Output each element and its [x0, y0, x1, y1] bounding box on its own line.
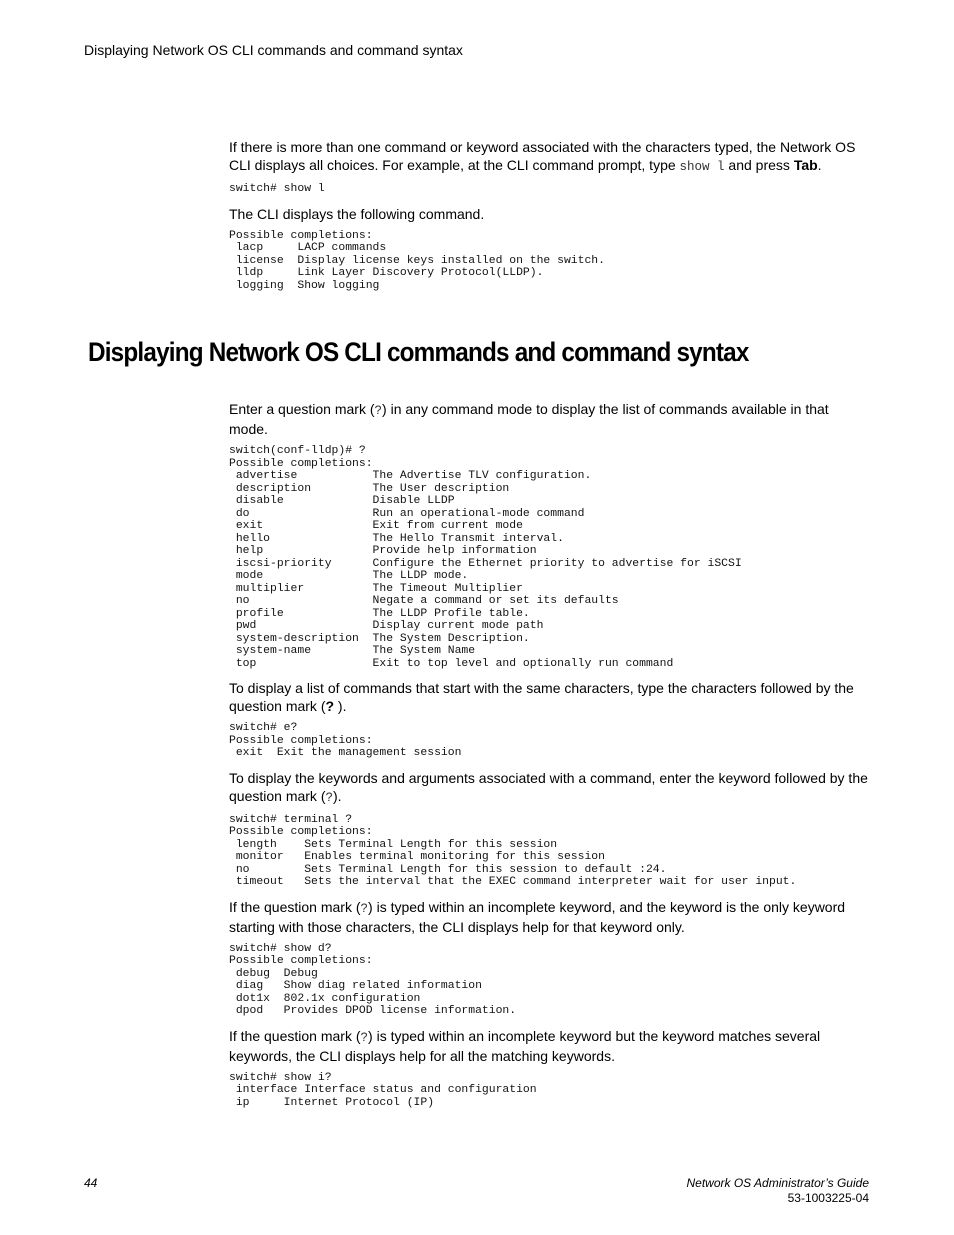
intro-text: If there is more than one command or keyword associated with the characters typed, the Network OS CLI displays all choices. For example, at the CLI command prompt, type — [229, 139, 856, 173]
code-example: Possible completions: lacp LACP commands license Display license keys installed on the switch. lldp Link Layer Discovery Protocol(LLDP). logging Show logging — [229, 229, 605, 292]
code-example: switch# show i? interface Interface status and configuration ip Internet Protocol (IP) — [229, 1071, 537, 1109]
para-text: ) is typed within an incomplete keyword, and the keyword is the only keyword starting with those characters, the CLI displays help for that keyword only. — [229, 898, 846, 935]
para-text: If the question mark ( — [229, 1027, 361, 1044]
code-example: switch# e? Possible completions: exit Exit the management session — [229, 722, 462, 759]
para-text: ). — [334, 698, 347, 714]
para-text: Enter a question mark ( — [229, 401, 375, 417]
para-text: ). — [333, 787, 342, 804]
key-name: ? — [325, 698, 335, 714]
page-number: 44 — [84, 1176, 98, 1190]
intro-text: . — [817, 157, 822, 173]
para-text: To display the keywords and arguments associated with a command, enter the keyword followed by the question mark ( — [229, 769, 868, 804]
body-paragraph — [229, 769, 869, 807]
section-title: Displaying Network OS CLI commands and command syntax — [88, 337, 749, 367]
code-example: switch# terminal ? Possible completions: length Sets Terminal Length for this session monitor Enables terminal monitoring for this session no Sets Terminal Length for this session to default :24. timeout Sets the interval that the EXEC command interpreter wait for user input. — [229, 813, 797, 888]
para-text: ) in any command mode to display the list of commands available in that mode. — [229, 401, 829, 437]
inline-code: ? — [360, 1030, 369, 1045]
footer-info — [686, 1176, 869, 1206]
body-paragraph: The CLI displays the following command. — [229, 205, 485, 222]
inline-code: ? — [374, 404, 383, 418]
code-example: switch(conf-lldp)# ? Possible completions: advertise The Advertise TLV configuration. description The User description disable Disable LLDP do Run an operational-mode command exit Exit from current mode hello The Hello Transmit interval. help Provide help information iscsi-priority Configure the Ethernet priority to advertise for iSCSI mode The LLDP mode. multiplier The Timeout Multiplier no Negate a command or set its defaults profile The LLDP Profile table. pwd Display current mode path system-description The System Description. system-name The System Name top Exit to top level and optionally run command — [229, 445, 742, 670]
section-body — [229, 400, 869, 1109]
para-text: To display a list of commands that start with the same characters, type the characters followed by the question mark ( — [229, 680, 854, 714]
body-paragraph — [229, 898, 869, 936]
inline-code: show l — [679, 160, 725, 174]
doc-number: 53-1003225-04 — [787, 1191, 869, 1205]
code-example: switch# show d? Possible completions: debug Debug diag Show diag related information dot1x 802.1x configuration dpod Provides DPOD license information. — [229, 942, 517, 1017]
inline-code: ? — [360, 901, 369, 916]
body-paragraph — [229, 679, 869, 715]
inline-code: ? — [325, 790, 333, 805]
body-paragraph — [229, 400, 869, 438]
para-text: If the question mark ( — [229, 898, 361, 915]
intro-section — [229, 138, 869, 292]
code-example: switch# show l — [229, 183, 325, 195]
body-paragraph — [229, 1027, 869, 1065]
intro-text: and press — [724, 157, 794, 173]
intro-paragraph — [229, 138, 869, 176]
guide-title: Network OS Administrator’s Guide — [686, 1176, 869, 1190]
para-text: ) is typed within an incomplete keyword but the keyword matches several keywords, the CLI displays help for all the matching keywords. — [229, 1027, 821, 1064]
key-name: Tab — [793, 157, 818, 173]
running-header: Displaying Network OS CLI commands and command syntax — [84, 42, 463, 58]
